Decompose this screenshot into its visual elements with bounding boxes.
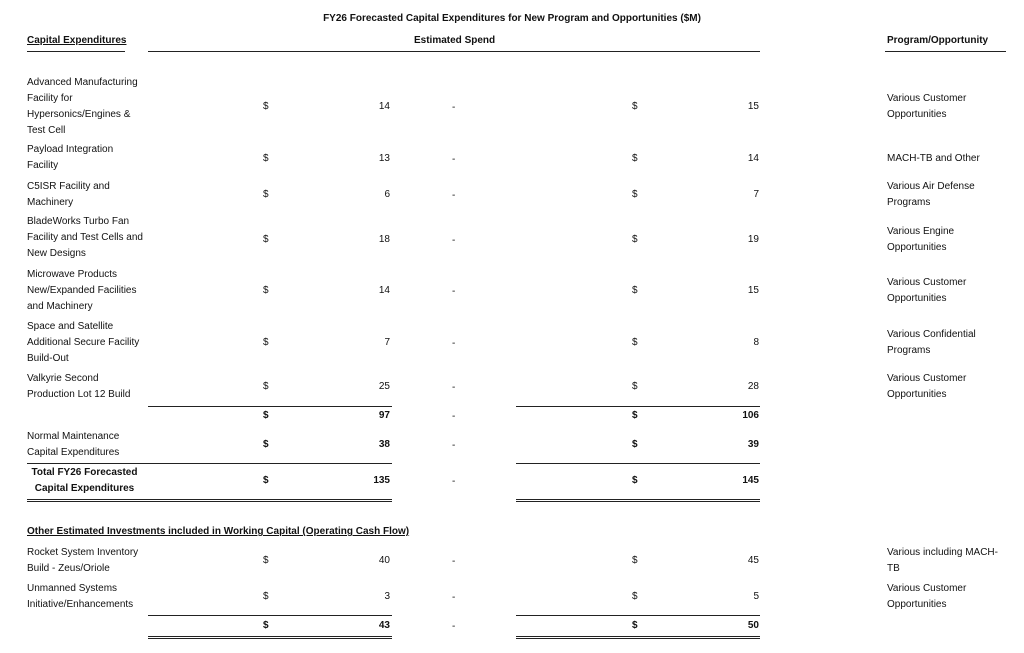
total-rule-right [516,463,760,464]
total-double-rule-left [27,499,392,502]
capex-row-low-currency: $ [263,381,269,392]
capex-row-range-dash: - [452,154,456,165]
capex-row-low-currency: $ [263,189,269,200]
other-total-low-currency: $ [263,620,269,631]
capex-row-high-currency: $ [632,101,638,112]
capex-row-high-value: 7 [753,189,759,200]
capex-row-high-currency: $ [632,234,638,245]
capex-row-label: BladeWorks Turbo Fan Facility and Test Cells and New Designs [27,216,143,259]
subtotal-high-currency: $ [632,410,638,421]
other-row-high-currency: $ [632,591,638,602]
capex-row-range-dash: - [452,235,456,246]
other-total-high-currency: $ [632,620,638,631]
capex-row-high-value: 28 [747,381,759,392]
subtotal-range-dash: - [452,411,456,422]
program-cell: MACH-TB and Other [887,153,980,164]
other-program-cell: Various Customer Opportunities [887,583,967,610]
capex-row-high-value: 15 [747,101,759,112]
capex-row-range-dash: - [452,102,456,113]
subtotal-rule-right [516,406,760,407]
program-header: Program/Opportunity [887,35,989,46]
other-row-high-value: 5 [753,591,759,602]
other-total-high-value: 50 [747,620,759,631]
other-row-range-dash: - [452,592,456,603]
capex-header: Capital Expenditures [27,35,127,46]
program-cell: Various Customer Opportunities [887,277,967,304]
subtotal-high-value: 106 [742,410,759,421]
capex-row-high-currency: $ [632,189,638,200]
capex-row-low-currency: $ [263,101,269,112]
capex-row-high-value: 8 [753,337,759,348]
capex-row-low-value: 6 [384,189,390,200]
other-total-rule-left [148,615,392,616]
capex-row-high-currency: $ [632,337,638,348]
maintenance-low-value: 38 [378,439,390,450]
other-row-range-dash: - [452,556,456,567]
other-total-rule-right [516,615,760,616]
subtotal-rule-left [148,406,392,407]
page-title: FY26 Forecasted Capital Expenditures for New Program and Opportunities ($M) [323,13,701,24]
other-row-low-value: 40 [378,555,390,566]
capex-row-high-value: 14 [747,153,759,164]
program-cell: Various Customer Opportunities [887,93,967,120]
other-investments-header: Other Estimated Investments included in Working Capital (Operating Cash Flow) [27,526,410,537]
other-total-double-rule-left [148,636,392,639]
other-total-double-rule-right [516,636,760,639]
capex-row-low-currency: $ [263,337,269,348]
capex-row-high-currency: $ [632,381,638,392]
total-low-value: 135 [373,475,390,486]
subtotal-low-currency: $ [263,410,269,421]
total-rule-left [27,463,392,464]
capex-row-range-dash: - [452,286,456,297]
maintenance-label: Normal Maintenance Capital Expenditures [27,431,120,458]
total-high-currency: $ [632,475,638,486]
capex-row-high-currency: $ [632,285,638,296]
program-cell: Various Air Defense Programs [887,181,975,208]
program-cell: Various Customer Opportunities [887,373,967,400]
capex-row-range-dash: - [452,338,456,349]
other-total-range-dash: - [452,621,456,632]
other-row-low-currency: $ [263,555,269,566]
capex-row-low-value: 25 [378,381,390,392]
other-row-label: Rocket System Inventory Build - Zeus/Oriole [27,547,139,574]
other-row-low-value: 3 [384,591,390,602]
capex-row-low-value: 13 [378,153,390,164]
program-cell: Various Engine Opportunities [887,226,955,253]
capex-row-label: Valkyrie Second Production Lot 12 Build [27,373,131,400]
capex-row-label: Microwave Products New/Expanded Facilities and Machinery [27,269,137,312]
capex-row-label: Payload Integration Facility [27,144,114,171]
capex-header-rule [27,51,125,52]
other-row-label: Unmanned Systems Initiative/Enhancements [27,583,134,610]
program-header-rule [885,51,1006,52]
total-low-currency: $ [263,475,269,486]
spend-header: Estimated Spend [414,35,496,46]
capex-row-low-value: 18 [378,234,390,245]
capex-row-high-value: 15 [747,285,759,296]
capex-row-high-value: 19 [747,234,759,245]
other-row-high-currency: $ [632,555,638,566]
capex-row-high-currency: $ [632,153,638,164]
capex-row-low-currency: $ [263,234,269,245]
capex-row-low-currency: $ [263,285,269,296]
total-double-rule-right [516,499,760,502]
other-row-low-currency: $ [263,591,269,602]
capex-row-label: Space and Satellite Additional Secure Facility Build-Out [27,321,140,364]
spend-header-rule [148,51,760,52]
capex-row-low-value: 14 [378,285,390,296]
subtotal-low-value: 97 [378,410,390,421]
capex-row-range-dash: - [452,382,456,393]
total-high-value: 145 [742,475,759,486]
maintenance-low-currency: $ [263,439,269,450]
other-total-low-value: 43 [378,620,390,631]
other-program-cell: Various including MACH-TB [887,547,998,574]
maintenance-range-dash: - [452,440,456,451]
other-row-high-value: 45 [747,555,759,566]
total-range-dash: - [452,476,456,487]
total-label: Total FY26 Forecasted Capital Expenditures [31,467,138,494]
maintenance-high-value: 39 [747,439,759,450]
capex-row-low-currency: $ [263,153,269,164]
capex-row-label: C5ISR Facility and Machinery [27,181,110,208]
capex-row-low-value: 14 [378,101,390,112]
capex-row-label: Advanced Manufacturing Facility for Hypersonics/Engines & Test Cell [27,77,138,136]
program-cell: Various Confidential Programs [887,329,976,356]
capex-row-range-dash: - [452,190,456,201]
maintenance-high-currency: $ [632,439,638,450]
capex-row-low-value: 7 [384,337,390,348]
